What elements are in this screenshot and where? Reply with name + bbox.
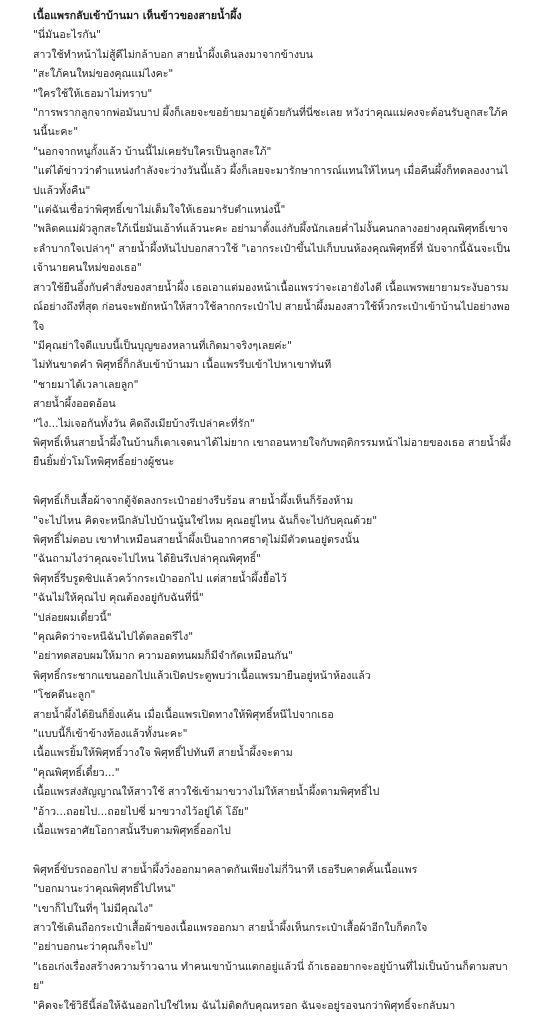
story-paragraph: สาวใช้เดินถือกระเป๋าเสื้อผ้าของเนื้อแพรออกมา สายน้ำผึ้งเห็นกระเป๋าเสื้อผ้าอีกใบก็ตกใจ	[33, 922, 428, 935]
story-paragraph: สาวใช้ทำหน้าไม่สู้ดีไม่กล้าบอก สายน้ำผึ้งเดินลงมาจากข้างบน	[33, 48, 313, 61]
story-paragraph: "คิดจะใช้วิธีนี้ล่อให้ฉันออกไปใช่ไหม ฉันไม่ติดกับคุณหรอก ฉันจะอยู่รอจนกว่าพิศุทธิ์จะกลับมา	[33, 999, 456, 1012]
story-paragraph: เนื้อแพรอาศัยโอกาสนั้นรีบตามพิศุทธิ์ออกไป	[33, 825, 231, 838]
story-paragraph: "จะไปไหน คิดจะหนีกลับไปบ้านนู้นใช่ไหม คุณอยู่ไหน ฉันก็จะไปกับคุณด้วย"	[33, 514, 378, 527]
story-paragraph: "ชายมาได้เวลาเลยลูก"	[33, 378, 139, 391]
section-heading: เนื้อแพรกลับเข้าบ้านมา เห็นข้าวของสายน้ำผึ้ง	[33, 10, 242, 22]
story-paragraph: "ฉันถามไงว่าคุณจะไปไหน ได้ยินรึเปล่าคุณพิศุทธิ์"	[33, 553, 261, 566]
story-paragraph: พิศุทธิ์ไม่ตอบ เขาทำเหมือนสายน้ำผึ้งเป็นอากาศธาตุไม่มีตัวตนอยู่ตรงนั้น	[33, 533, 360, 546]
story-paragraph: พิศุทธิ์กระชากแขนออกไปแล้วเปิดประตูพบว่าเนื้อแพรมายืนอยู่หน้าห้องแล้ว	[33, 669, 371, 682]
story-paragraph: "ฉันไม่ให้คุณไป คุณต้องอยู่กับฉันที่นี่"	[33, 592, 204, 605]
story-paragraph: เนื้อแพรยิ้มให้พิศุทธิ์วางใจ พิศุทธิ์ไปทันที สายน้ำผึ้งจะตาม	[33, 747, 293, 760]
story-paragraph: "พลิตคแม่ผัวลูกสะใภ้เนี่ยมันเอ้าท์แล้วนะคะ อย่ามาตั้งแง่กับผึ้งนักเลยค่ำไม่งั้นคนกลางอย่างคุณพิศุทธิ์เขาจะลำบากใจเปล่าๆ" สายน้ำผึ้งหันไปบอกสาวใช้ "เอากระเป๋าขึ้นไปเก็บบนห้องคุณพิศุทธิ์ที่ นับจากนี้ฉันจะเป็นเจ้านายคนใหม่ของเธอ"	[33, 223, 511, 275]
story-paragraph: "คุณคิดว่าจะหนีฉันไปได้ตลอดรึไง"	[33, 630, 194, 643]
story-paragraph: "เธอเก่งเรื่องสร้างความร้าวฉาน ทำคนเขาบ้านแตกอยู่แล้วนี่ ถ้าเธออยากจะอยู่บ้านที่ไม่เป็นบ้านก็ตามสบาย"	[33, 960, 508, 993]
story-paragraph: "อย่าบอกนะว่าคุณก็จะไป"	[33, 941, 153, 954]
paragraph-spacer	[33, 473, 513, 492]
story-paragraph: "นี่มันอะไรกัน"	[33, 29, 101, 42]
story-paragraph: "โชคดีนะลูก"	[33, 689, 96, 702]
story-paragraph: "แบบนี้ก็เข้าข้างท้องแล้วทั้งนะคะ"	[33, 728, 188, 741]
story-paragraph: "อย่าทดสอบผมให้มาก ความอดทนผมก็มีจำกัดเหมือนกัน"	[33, 650, 294, 663]
story-paragraph: สายน้ำผึ้งได้ยินก็ยิ่งแค้น เมื่อเนื้อแพรเปิดทางให้พิศุทธิ์หนีไปจากเธอ	[33, 708, 334, 721]
story-paragraph: สาวใช้ยืนอึ้งกับคำสั่งของสายน้ำผึ้ง เธอเอาแต่มองหน้าเนื้อแพรว่าจะเอายังไงดี เนื้อแพรพยายามระงับอารมณ์อย่างถึงที่สุด ก่อนจะพยักหน้าให้สาวใช้ลากกระเป๋าไป สายน้ำผึ้งมองสาวใช้หิ้วกระเป๋าเข้าบ้านไปอย่างพอใจ	[33, 281, 511, 333]
story-paragraph: สายน้ำผึ้งออดอ้อน	[33, 398, 116, 411]
paragraph-spacer	[33, 841, 513, 860]
story-paragraph: "บอกมานะว่าคุณพิศุทธิ์ไปไหน"	[33, 883, 176, 896]
story-paragraph: "แต่ฉันเชื่อว่าพิศุทธิ์เขาไม่เต็มใจให้เธอมารับตำแหน่งนี้"	[33, 204, 286, 217]
story-paragraph: "สะใภ้คนใหม่ของคุณแม่ไงคะ"	[33, 68, 174, 81]
story-paragraph: พิศุทธิ์เก็บเสื้อผ้าจากตู้จัดลงกระเป๋าอย่างรีบร้อน สายน้ำผึ้งเห็นก็ร้องห้าม	[33, 495, 354, 508]
story-paragraph: "คุณพิศุทธิ์เดี๋ยว..."	[33, 766, 120, 779]
story-paragraph: "ปล่อยผมเดี๋ยวนี้"	[33, 611, 112, 624]
story-paragraph: "ใครใช้ให้เธอมาไม่ทราบ"	[33, 87, 153, 100]
story-paragraph: "ไง...ไม่เจอกันทั้งวัน คิดถึงเมียบ้างรึเปล่าคะที่รัก"	[33, 417, 255, 430]
story-paragraph: "นอกจากหนูกั้งแล้ว บ้านนี้ไม่เคยรับใครเป็นลูกสะใภ้"	[33, 145, 272, 158]
story-paragraph: "อ้าว...ถอยไป...ถอยไปซี่ มาขวางไว้อยู่ได้ โอ๊ย"	[33, 805, 249, 818]
story-text-column	[33, 7, 513, 1016]
story-paragraph: "การพรากลูกจากพ่อมันบาป ผึ้งก็เลยจะขอย้ายมาอยู่ด้วยกันที่นี่ซะเลย หวังว่าคุณแม่คงจะต้อนรับลูกสะใภ้คนนี้นะคะ"	[33, 107, 508, 139]
story-paragraph: เนื้อแพรส่งสัญญาณให้สาวใช้ สาวใช้เข้ามาขวางไม่ให้สายน้ำผึ้งตามพิศุทธิ์ไป	[33, 786, 380, 799]
story-paragraph: ไม่ทันขาดคำ พิศุทธิ์ก็กลับเข้าบ้านมา เนื้อแพรรีบเข้าไปหาเขาทันที	[33, 359, 332, 372]
story-paragraph: "เขาก็ไปในที่ๆ ไม่มีคุณไง"	[33, 902, 154, 915]
story-paragraph: พิศุทธิ์ขับรถออกไป สายน้ำผึ้งวิ่งออกมาคลาดกันเพียงไม่กี่วินาที เธอรีบคาดคั้นเนื้อแพร	[33, 863, 418, 876]
story-paragraph: "มีคุณย่าใจดีแบบนี้เป็นบุญของหลานที่เกิดมาจริงๆเลยค่ะ"	[33, 339, 293, 352]
story-paragraph: พิศุทธิ์เห็นสายน้ำผึ้งในบ้านก็เดาเจตนาได้ไม่ยาก เขาถอนหายใจกับพฤติกรรมหน้าไม่อายของเธอ สายน้ำผึ้งยืนยิ้มยั่วโมโหพิศุทธิ์อย่างผู้ชนะ	[33, 436, 512, 469]
story-paragraph: "แต่ได้ข่าวว่าตำแหน่งกำลังจะว่างวันนี้แล้ว ผึ้งก็เลยจะมารักษาการณ์แทนให้ไหนๆ เมื่อคืนผึ้งก็ทดลองงานไปแล้วทั้งคืน"	[33, 165, 509, 197]
story-paragraph: พิศุทธิ์รีบรูดซิปแล้วคว้ากระเป๋าออกไป แต่สายน้ำผึ้งยื้อไว้	[33, 572, 287, 585]
